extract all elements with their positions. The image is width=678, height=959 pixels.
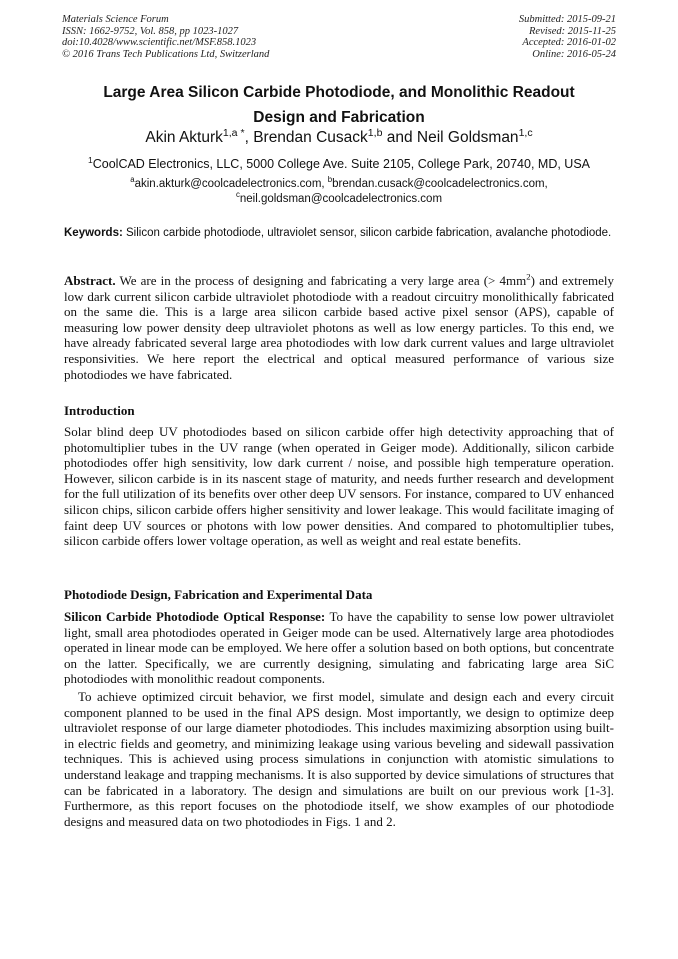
title-line-1: Large Area Silicon Carbide Photodiode, and Monolithic Readout xyxy=(103,84,575,101)
keywords-label: Keywords: xyxy=(64,227,123,239)
author-name: Neil Goldsman xyxy=(416,129,519,146)
affiliation-mark: 1 xyxy=(88,154,93,165)
title-line-2: Design and Fabrication xyxy=(253,109,425,126)
email-link[interactable]: brendan.cusack@coolcadelectronics.com, xyxy=(332,178,548,190)
email-mark: b xyxy=(327,175,333,185)
doi: doi:10.4028/www.scientific.net/MSF.858.1023 xyxy=(62,37,257,48)
author-name: Brendan Cusack xyxy=(253,129,368,146)
abstract xyxy=(64,273,614,382)
author-separator: , xyxy=(244,129,254,146)
accepted-date: Accepted: 2016-01-02 xyxy=(522,37,616,48)
keywords-text: Silicon carbide photodiode, ultraviolet sensor, silicon carbide fabrication, avalanche photodiode. xyxy=(122,227,612,239)
publication-info xyxy=(62,14,269,60)
author-list xyxy=(40,128,638,148)
abstract-text: ) and extremely low dark current silicon carbide ultraviolet photodiode with a readout circuitry monolithically fabricated on the same die. This is a large area silicon carbide based active pixel sensor (APS), capable of measuring low power density deep ultraviolet photons as well as low energy particles. To this end, we have already fabricated several large area photodiodes with low dark current values and large ultraviolet responsivities. We here report the electrical and optical measured performance of various size photodiodes we have fabricated. xyxy=(64,273,614,382)
abstract-label: Abstract. xyxy=(64,273,116,288)
email-mark: c xyxy=(235,189,240,199)
author-separator: and xyxy=(382,129,417,146)
revised-date: Revised: 2015-11-25 xyxy=(529,25,616,37)
author-name: Akin Akturk xyxy=(145,129,223,146)
affiliation xyxy=(40,156,638,172)
email-link[interactable]: neil.goldsman@coolcadelectronics.com xyxy=(239,192,443,205)
publication-dates xyxy=(519,14,616,60)
issn-volume: ISSN: 1662-9752, Vol. 858, pp 1023-1027 xyxy=(62,25,239,37)
email-link[interactable]: akin.akturk@coolcadelectronics.com, xyxy=(134,178,328,190)
author-affiliation-mark: 1,b xyxy=(367,126,383,139)
paragraph-text: To have the capability to sense low power ultraviolet light, small area photodiodes operated in Geiger mode can be used. Alternatively large area photodiodes operated in linear mode can be employed. We here offer a solution based on both options, but concentrate on the latter. Specifically, we are currently designing, simulating and fabricating large area SiC photodiodes with monolithic readout components. xyxy=(64,609,614,687)
paper-title xyxy=(40,80,638,130)
design-paragraph-2: To achieve optimized circuit behavior, we first model, simulate and design each and every circuit component planned to be used in the final APS design. Most importantly, we design to optimize deep ultraviolet response of our large diameter photodiodes. This includes maximizing absorption using built-in electric fields and geometry, and minimizing leakage using various beveling and sidewall passivation techniques. This is achieved using process simulations in conjunction with atomistic simulations to understand leakage and trapping mechanisms. It is also supported by device simulations of structures that can be fabricated in a laboratory. The design and simulations are built on our previous work [1-3]. Furthermore, as this report focuses on the photodiode itself, we show examples of our photodiode designs and measured data on two photodiodes in Figs. 1 and 2. xyxy=(64,689,614,829)
run-in-heading: Silicon Carbide Photodiode Optical Response: xyxy=(64,609,326,624)
introduction-paragraph: Solar blind deep UV photodiodes based on silicon carbide offer high detectivity approaching that of photomultiplier tubes in the UV range (when operated in Geiger mode). Additionally, silicon carbide photodiodes offer high sensitivity, low dark current / noise, and possible high temperature operation. However, silicon carbide is in its nascent stage of maturity, and needs further research and development for the full utilization of its benefits over other deep UV sensors. For instance, compared to UV enhanced silicon chips, silicon carbide offers higher sensitivity and lower leakage. This would facilitate imaging of faint deep UV sources or photons with low power densities. And compared to photomultiplier tubes, silicon carbide offers lower voltage operation, as well as weight and real estate benefits. xyxy=(64,424,614,549)
journal-name: Materials Science Forum xyxy=(62,14,169,25)
section-heading-introduction: Introduction xyxy=(64,403,135,418)
author-emails xyxy=(40,177,638,206)
keywords xyxy=(64,226,614,241)
abstract-text: We are in the process of designing and fabricating a very large area (> 4mm xyxy=(115,273,527,288)
email-line xyxy=(40,177,638,192)
author-affiliation-mark: 1,a * xyxy=(222,126,245,139)
affiliation-text: CoolCAD Electronics, LLC, 5000 College Ave. Suite 2105, College Park, 20740, MD, USA xyxy=(92,157,590,171)
email-mark: a xyxy=(130,175,135,185)
design-paragraph-1 xyxy=(64,609,614,687)
email-line xyxy=(40,189,638,207)
submitted-date: Submitted: 2015-09-21 xyxy=(518,14,616,25)
online-date: Online: 2016-05-24 xyxy=(532,48,616,60)
copyright: © 2016 Trans Tech Publications Ltd, Switzerland xyxy=(62,48,270,60)
author-affiliation-mark: 1,c xyxy=(518,126,533,139)
section-heading-design: Photodiode Design, Fabrication and Experimental Data xyxy=(64,587,373,602)
abstract-superscript: 2 xyxy=(526,271,531,282)
